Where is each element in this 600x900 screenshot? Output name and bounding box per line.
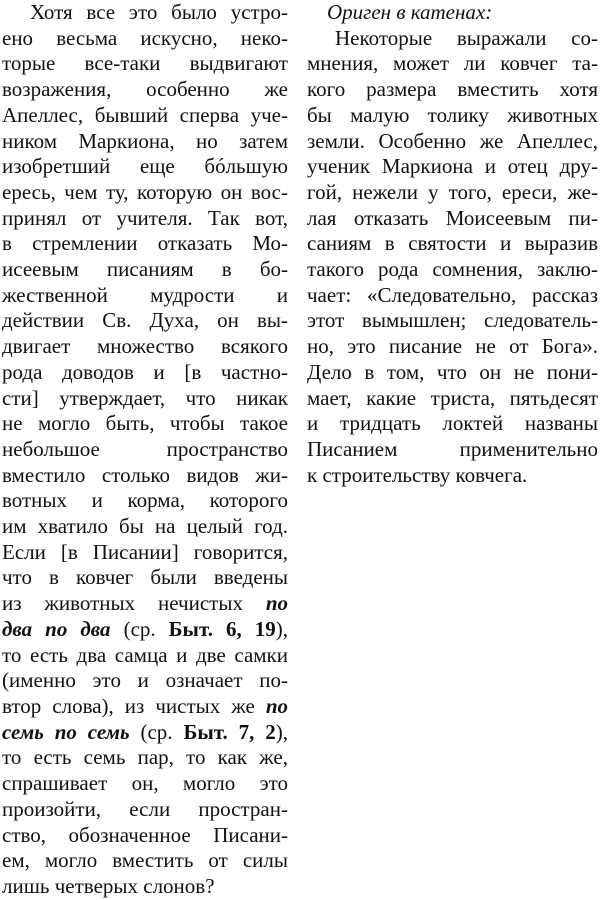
text-line: чает: «Следовательно, рассказ bbox=[307, 282, 598, 307]
text-run: ), bbox=[275, 616, 288, 641]
right-column bbox=[307, 0, 598, 488]
text-line: этот вымышлен; следователь- bbox=[307, 308, 598, 333]
text-line bbox=[2, 617, 288, 643]
text-run: (ср. bbox=[110, 616, 169, 641]
text-line: такого рода сомнения, заклю- bbox=[307, 257, 598, 282]
text-run: из животных нечистых bbox=[2, 591, 266, 616]
text-line: мает, какие триста, пятьдесят bbox=[307, 385, 598, 410]
section-heading: Ориген в катенах: bbox=[327, 0, 493, 24]
left-column bbox=[2, 0, 288, 900]
text-line: рода доводов и [в частно- bbox=[2, 359, 288, 384]
text-run: (ср. bbox=[129, 719, 184, 744]
text-line: действии Св. Духа, он вы- bbox=[2, 308, 288, 333]
text-line: то есть два самца и две самки bbox=[2, 642, 288, 667]
text-line: что в ковчег были введены bbox=[2, 565, 288, 590]
text-line: лишь четверых слонов? bbox=[2, 873, 215, 898]
text-line: земли. Особенно же Апеллес, bbox=[307, 128, 598, 153]
text-line: ником Маркиона, но затем bbox=[2, 128, 288, 153]
text-line: Дело в том, что он не пони- bbox=[307, 359, 598, 384]
text-run: втор слова), из чистых же bbox=[2, 693, 266, 718]
text-line: произойти, если простран- bbox=[2, 796, 288, 821]
text-line: лая отказать Моисеевым пи- bbox=[307, 205, 598, 230]
text-line: исеевым писаниям в бо- bbox=[2, 257, 288, 282]
text-line: в стремлении отказать Мо- bbox=[2, 231, 288, 256]
text-line: не могло быть, чтобы такое bbox=[2, 411, 288, 436]
text-line: им хватило бы на целый год. bbox=[2, 514, 288, 539]
text-line: Писанием применительно bbox=[307, 436, 598, 461]
text-line: кого размера вместить хотя bbox=[307, 77, 598, 102]
text-line: Если [в Писании] говорится, bbox=[2, 539, 288, 564]
text-line: жественной мудрости и bbox=[2, 282, 288, 307]
text-line: бы малую толику животных bbox=[307, 102, 598, 127]
emphasis-text: два по два bbox=[2, 616, 111, 641]
scripture-reference: Быт. 6, 19 bbox=[168, 616, 276, 641]
text-line bbox=[2, 694, 288, 720]
text-run: ), bbox=[275, 719, 288, 744]
text-line bbox=[2, 591, 288, 617]
text-line: и тридцать локтей названы bbox=[307, 411, 598, 436]
text-line: небольшое пространство bbox=[2, 436, 288, 461]
text-line: Хотя все это было устро- bbox=[30, 0, 288, 24]
text-line: гой, нежели у того, ереси, же- bbox=[307, 179, 598, 204]
scripture-reference: Быт. 7, 2 bbox=[183, 719, 276, 744]
text-line: двигает множество всякого bbox=[2, 334, 288, 359]
emphasis-text: по bbox=[265, 693, 288, 718]
text-line: вместило столько видов жи- bbox=[2, 462, 288, 487]
text-line: изобретший еще бóльшую bbox=[2, 154, 288, 179]
text-line: вотных и корма, которого bbox=[2, 488, 288, 513]
text-line: ство, обозначенное Писани- bbox=[2, 822, 288, 847]
text-line: (именно это и означает по- bbox=[2, 668, 288, 693]
text-line: возражения, особенно же bbox=[2, 77, 288, 102]
text-line: саниям в святости и выразив bbox=[307, 231, 598, 256]
text-line: ученик Маркиона и отец дру- bbox=[307, 154, 598, 179]
text-line: Апеллес, бывший сперва уче- bbox=[2, 102, 288, 127]
text-line: спрашивает он, могло это bbox=[2, 771, 288, 796]
text-line: Некоторые выражали со- bbox=[335, 25, 598, 50]
text-line: ересь, чем ту, которую он вос- bbox=[2, 179, 288, 204]
text-line: мнения, может ли ковчег та- bbox=[307, 51, 598, 76]
text-line: ем, могло вместить от силы bbox=[2, 848, 288, 873]
text-line: принял от учителя. Так вот, bbox=[2, 205, 288, 230]
text-line: торые все-таки выдвигают bbox=[2, 51, 288, 76]
text-line: сти] утверждает, что никак bbox=[2, 385, 288, 410]
text-line: но, это писание не от Бога». bbox=[307, 334, 598, 359]
text-line: к строительству ковчега. bbox=[307, 462, 528, 487]
text-line: то есть семь пар, то как же, bbox=[2, 745, 288, 770]
text-line bbox=[2, 720, 288, 746]
emphasis-text: по bbox=[265, 591, 288, 616]
emphasis-text: семь по семь bbox=[2, 719, 130, 744]
text-line: ено весьма искусно, неко- bbox=[2, 25, 288, 50]
